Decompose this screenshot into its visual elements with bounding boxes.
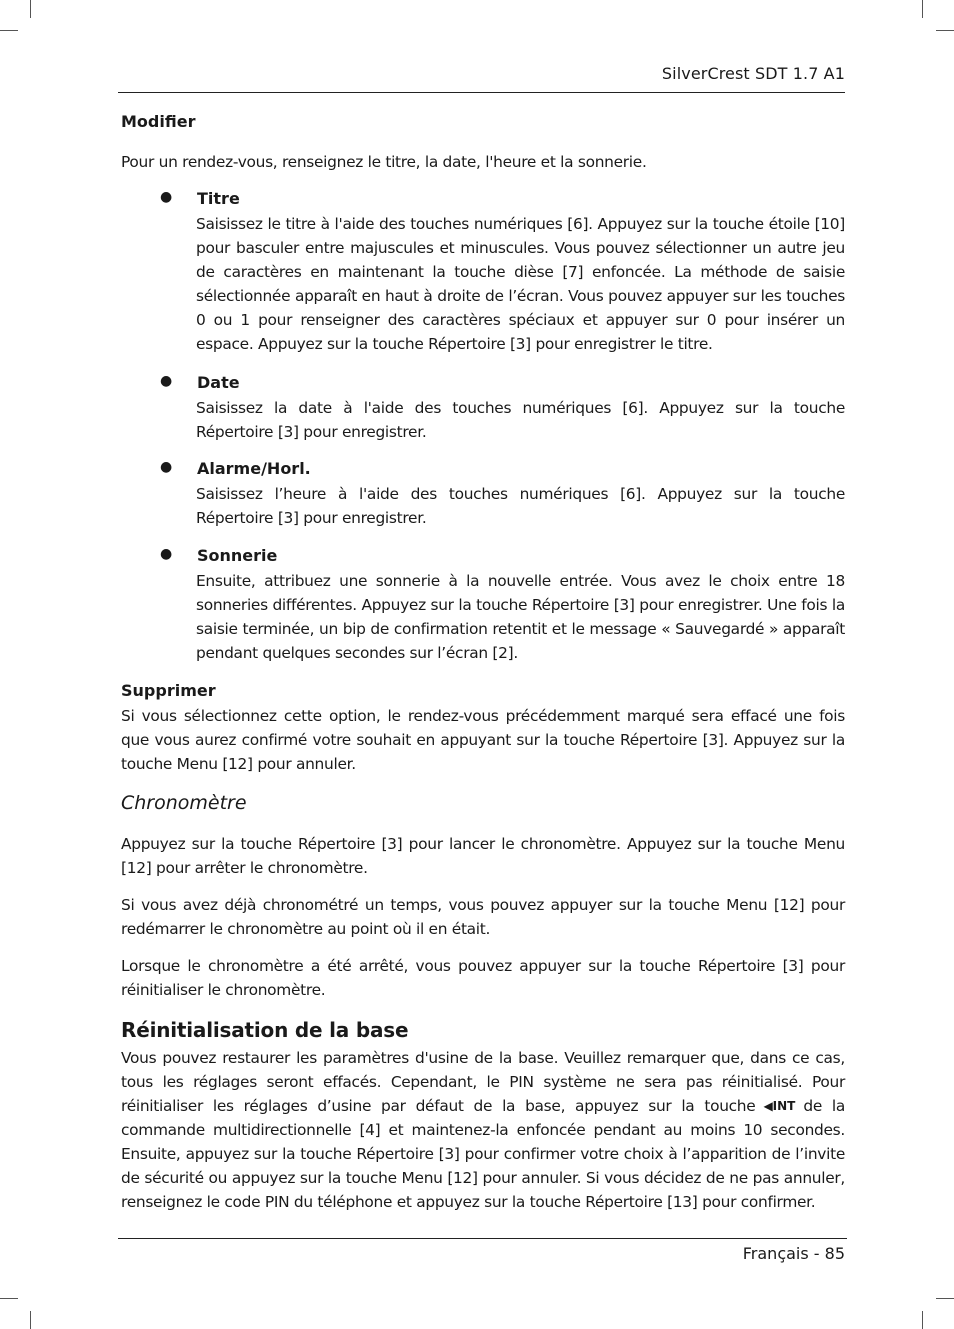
bullet-title-date: Date — [197, 373, 240, 392]
crop-mark — [30, 0, 31, 18]
bullet-title-alarme: Alarme/Horl. — [197, 459, 311, 478]
crop-mark — [0, 30, 18, 31]
chronometre-paragraph-1: Appuyez sur la touche Répertoire [3] pour lancer le chronomètre. Appuyez sur la touche Menu [12] pour arrêter le chronomètre. — [121, 835, 845, 877]
reinit-body-after: de la commande multidirectionnelle [4] et maintenez-la enfoncée pendant au moins 10 secondes. Ensuite, appuyez sur la touche Répertoire [3] pour confirmer votre choix à l’apparition de l’invite de sécurité ou appuyez sur la touche Menu [12] pour annuler. Si vous décidez de ne pas annuler, renseignez le code PIN du téléphone et appuyez sur la touche Répertoire [13] pour confirmer. — [121, 1097, 846, 1211]
bullet-body-alarme: Saisissez l’heure à l'aide des touches numériques [6]. Appuyez sur la touche Répertoire [3] pour enregistrer. — [196, 485, 845, 527]
crop-mark — [936, 1298, 954, 1299]
bullet-title-titre: Titre — [197, 189, 240, 208]
reinit-body — [121, 1046, 845, 1214]
chronometre-paragraph-3: Lorsque le chronomètre a été arrêté, vous pouvez appuyer sur la touche Répertoire [3] pour réinitialiser le chronomètre. — [121, 957, 845, 999]
page-footer — [118, 1238, 847, 1263]
page-header — [118, 62, 845, 93]
section-heading-supprimer: Supprimer — [121, 681, 216, 700]
crop-mark — [936, 30, 954, 31]
bullet-icon: ● — [160, 373, 173, 389]
modifier-intro: Pour un rendez-vous, renseignez le titre, la date, l'heure et la sonnerie. — [121, 153, 647, 171]
footer-page-number: Français - 85 — [742, 1244, 845, 1263]
bullet-body-titre: Saisissez le titre à l'aide des touches numériques [6]. Appuyez sur la touche étoile [10] pour basculer entre majuscules et minuscules. Vous pouvez sélectionner un autre jeu de caractères en maintenant la touche dièse [7] enfoncée. La méthode de saisie sélectionnée apparaît en haut à droite de l’écran. Vous pouvez appuyer sur les touches 0 ou 1 pour renseigner des caractères spéciaux et appuyer sur 0 pour insérer un espace. Appuyez sur la touche Répertoire [3] pour enregistrer le titre. — [196, 215, 845, 353]
bullet-body-sonnerie: Ensuite, attribuez une sonnerie à la nouvelle entrée. Vous avez le choix entre 18 sonneries différentes. Appuyez sur la touche Répertoire [3] pour enregistrer. Une fois la saisie terminée, un bip de confirmation retentit et le message « Sauvegardé » apparaît pendant quelques secondes sur l’écran [2]. — [196, 572, 845, 662]
crop-mark — [0, 1298, 18, 1299]
crop-mark — [922, 0, 923, 18]
bullet-title-sonnerie: Sonnerie — [197, 546, 278, 565]
reinit-body-before: Vous pouvez restaurer les paramètres d'usine de la base. Veuillez remarquer que, dans ce cas, tous les réglages seront effacés. Cependant, le PIN système ne sera pas réinitialisé. Pour réinitialiser les réglages d’usine par défaut de la base, appuyez sur la touche — [121, 1049, 845, 1115]
section-heading-chronometre: Chronomètre — [121, 792, 247, 814]
chronometre-paragraph-2: Si vous avez déjà chronométré un temps, vous pouvez appuyer sur la touche Menu [12] pour redémarrer le chronomètre au point où il en était. — [121, 896, 845, 938]
supprimer-body: Si vous sélectionnez cette option, le rendez-vous précédemment marqué sera effacé une fois que vous aurez confirmé votre souhait en appuyant sur la touche Répertoire [3]. Appuyez sur la touche Menu [12] pour annuler. — [121, 707, 845, 773]
bullet-icon: ● — [160, 459, 173, 475]
section-heading-modifier: Modifier — [121, 112, 196, 131]
bullet-icon: ● — [160, 189, 173, 205]
int-key-icon: ◀INT — [763, 1099, 796, 1113]
header-title: SilverCrest SDT 1.7 A1 — [661, 64, 845, 83]
section-heading-reinit: Réinitialisation de la base — [121, 1018, 409, 1042]
bullet-body-date: Saisissez la date à l'aide des touches numériques [6]. Appuyez sur la touche Répertoire [3] pour enregistrer. — [196, 399, 845, 441]
crop-mark — [922, 1311, 923, 1329]
bullet-icon: ● — [160, 546, 173, 562]
crop-mark — [30, 1311, 31, 1329]
